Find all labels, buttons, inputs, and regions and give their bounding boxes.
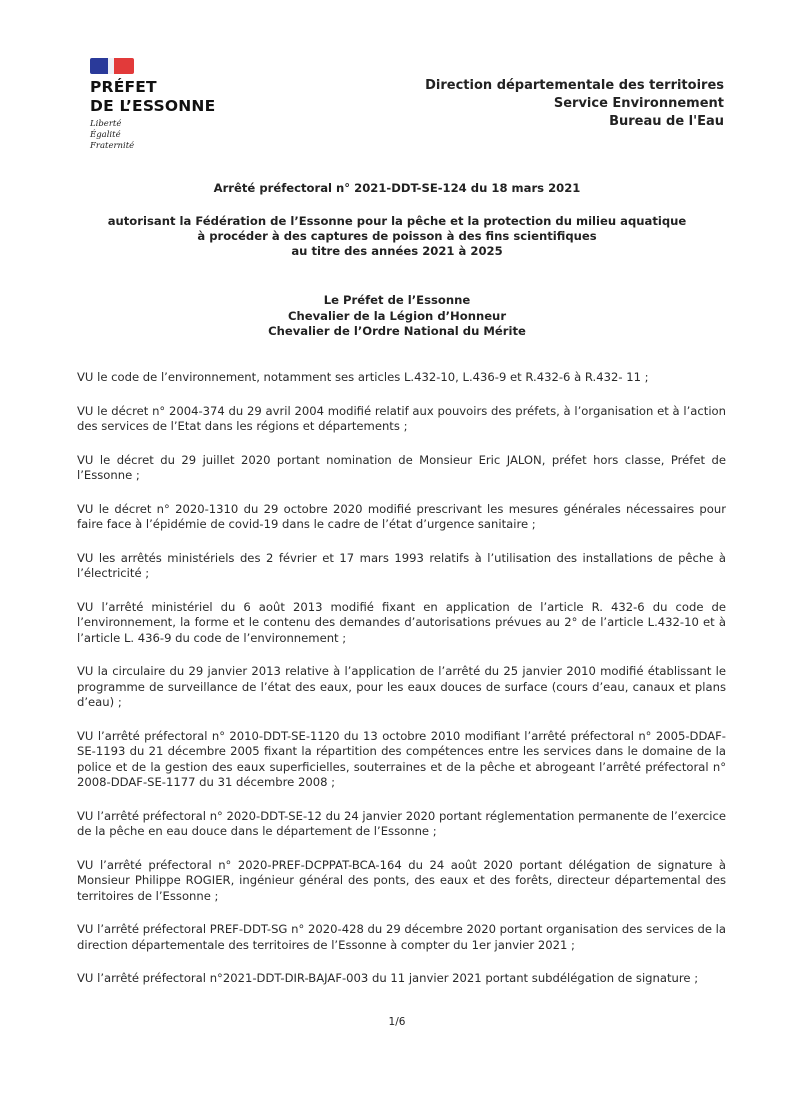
prefecture-logo bbox=[90, 58, 230, 152]
recital-paragraph: VU l’arrêté préfectoral PREF-DDT-SG n° 2020-428 du 29 décembre 2020 portant organisation des services de la direction départementale des territoires de l’Essonne à compter du 1er janvier 2021 ; bbox=[77, 922, 726, 952]
recital-paragraph: VU l’arrêté préfectoral n° 2010-DDT-SE-1120 du 13 octobre 2010 modifiant l’arrêté préfectoral n° 2005-DDAF-SE-1193 du 21 décembre 2005 fixant la répartition des compétences entre les services dans le domaine de la police et de la gestion des eaux superficielles, souterraines et de la pêche et abrogeant l’arrêté préfectoral n° 2008-DDAF-SE-1177 du 31 décembre 2008 ; bbox=[77, 728, 726, 789]
subtitle-line: au titre des années 2021 à 2025 bbox=[291, 244, 503, 258]
prefect-line: Chevalier de l’Ordre National du Mérite bbox=[268, 324, 526, 338]
header-bureau: Bureau de l'Eau bbox=[609, 114, 724, 129]
recital-paragraph: VU l’arrêté préfectoral n°2021-DDT-DIR-BAJAF-003 du 11 janvier 2021 portant subdélégation de signature ; bbox=[77, 971, 699, 985]
recital-paragraph: VU la circulaire du 29 janvier 2013 relative à l’application de l’arrêté du 25 janvier 2010 modifié établissant le programme de surveillance de l’état des eaux, pour les eaux douces de surface (cours d’eau, canaux et plans d’eau) ; bbox=[77, 664, 726, 709]
motto-liberte: Liberté bbox=[90, 119, 122, 129]
decree-subtitle bbox=[0, 214, 794, 259]
header-service: Service Environnement bbox=[553, 96, 724, 111]
recital-paragraph: VU les arrêtés ministériels des 2 février et 17 mars 1993 relatifs à l’utilisation des installations de pêche à l’électricité ; bbox=[77, 550, 726, 580]
page-number: 1/6 bbox=[388, 1016, 406, 1028]
recital-paragraph: VU l’arrêté préfectoral n° 2020-DDT-SE-12 du 24 janvier 2020 portant réglementation permanente de l’exercice de la pêche en eau douce dans le département de l’Essonne ; bbox=[77, 808, 726, 838]
logo-title-line2: DE L’ESSONNE bbox=[90, 97, 216, 115]
recital-paragraph: VU le décret du 29 juillet 2020 portant nomination de Monsieur Eric JALON, préfet hors classe, Préfet de l’Essonne ; bbox=[77, 452, 726, 482]
header-direction: Direction départementale des territoires bbox=[425, 78, 724, 93]
subtitle-line: autorisant la Fédération de l’Essonne pour la pêche et la protection du milieu aquatique bbox=[107, 214, 687, 228]
prefect-titles bbox=[0, 293, 794, 340]
motto-egalite: Égalité bbox=[90, 130, 121, 140]
marianne-flag-icon bbox=[90, 58, 134, 74]
recital-paragraph: VU l’arrêté préfectoral n° 2020-PREF-DCPPAT-BCA-164 du 24 août 2020 portant délégation de signature à Monsieur Philippe ROGIER, ingénieur général des ponts, des eaux et des forêts, directeur départemental des territoires de l’Essonne ; bbox=[77, 857, 726, 903]
recital-paragraph: VU le décret n° 2020-1310 du 29 octobre 2020 modifié prescrivant les mesures générales nécessaires pour faire face à l’épidémie de covid-19 dans le cadre de l’état d’urgence sanitaire ; bbox=[77, 501, 726, 531]
republic-motto bbox=[90, 119, 230, 152]
decree-title: Arrêté préfectoral n° 2021-DDT-SE-124 du 18 mars 2021 bbox=[213, 181, 581, 195]
issuing-service bbox=[425, 77, 724, 131]
recital-paragraph: VU le code de l’environnement, notamment ses articles L.432-10, L.436-9 et R.432-6 à R.432- 11 ; bbox=[77, 370, 649, 384]
prefect-line: Le Préfet de l’Essonne bbox=[323, 293, 471, 307]
prefect-line: Chevalier de la Légion d’Honneur bbox=[287, 308, 507, 323]
subtitle-line: à procéder à des captures de poisson à des fins scientifiques bbox=[197, 229, 597, 243]
recitals bbox=[77, 370, 726, 1005]
logo-title-line1: PRÉFET bbox=[90, 78, 157, 96]
recital-paragraph: VU l’arrêté ministériel du 6 août 2013 modifié fixant en application de l’article R. 432-6 du code de l’environnement, la forme et le contenu des demandes d’autorisations prévues au 2° de l’article L.432-10 et à l’article L. 436-9 du code de l’environnement ; bbox=[77, 599, 726, 645]
recital-paragraph: VU le décret n° 2004-374 du 29 avril 2004 modifié relatif aux pouvoirs des préfets, à l’organisation et à l’action des services de l’Etat dans les régions et départements ; bbox=[77, 403, 726, 433]
motto-fraternite: Fraternité bbox=[90, 141, 135, 151]
